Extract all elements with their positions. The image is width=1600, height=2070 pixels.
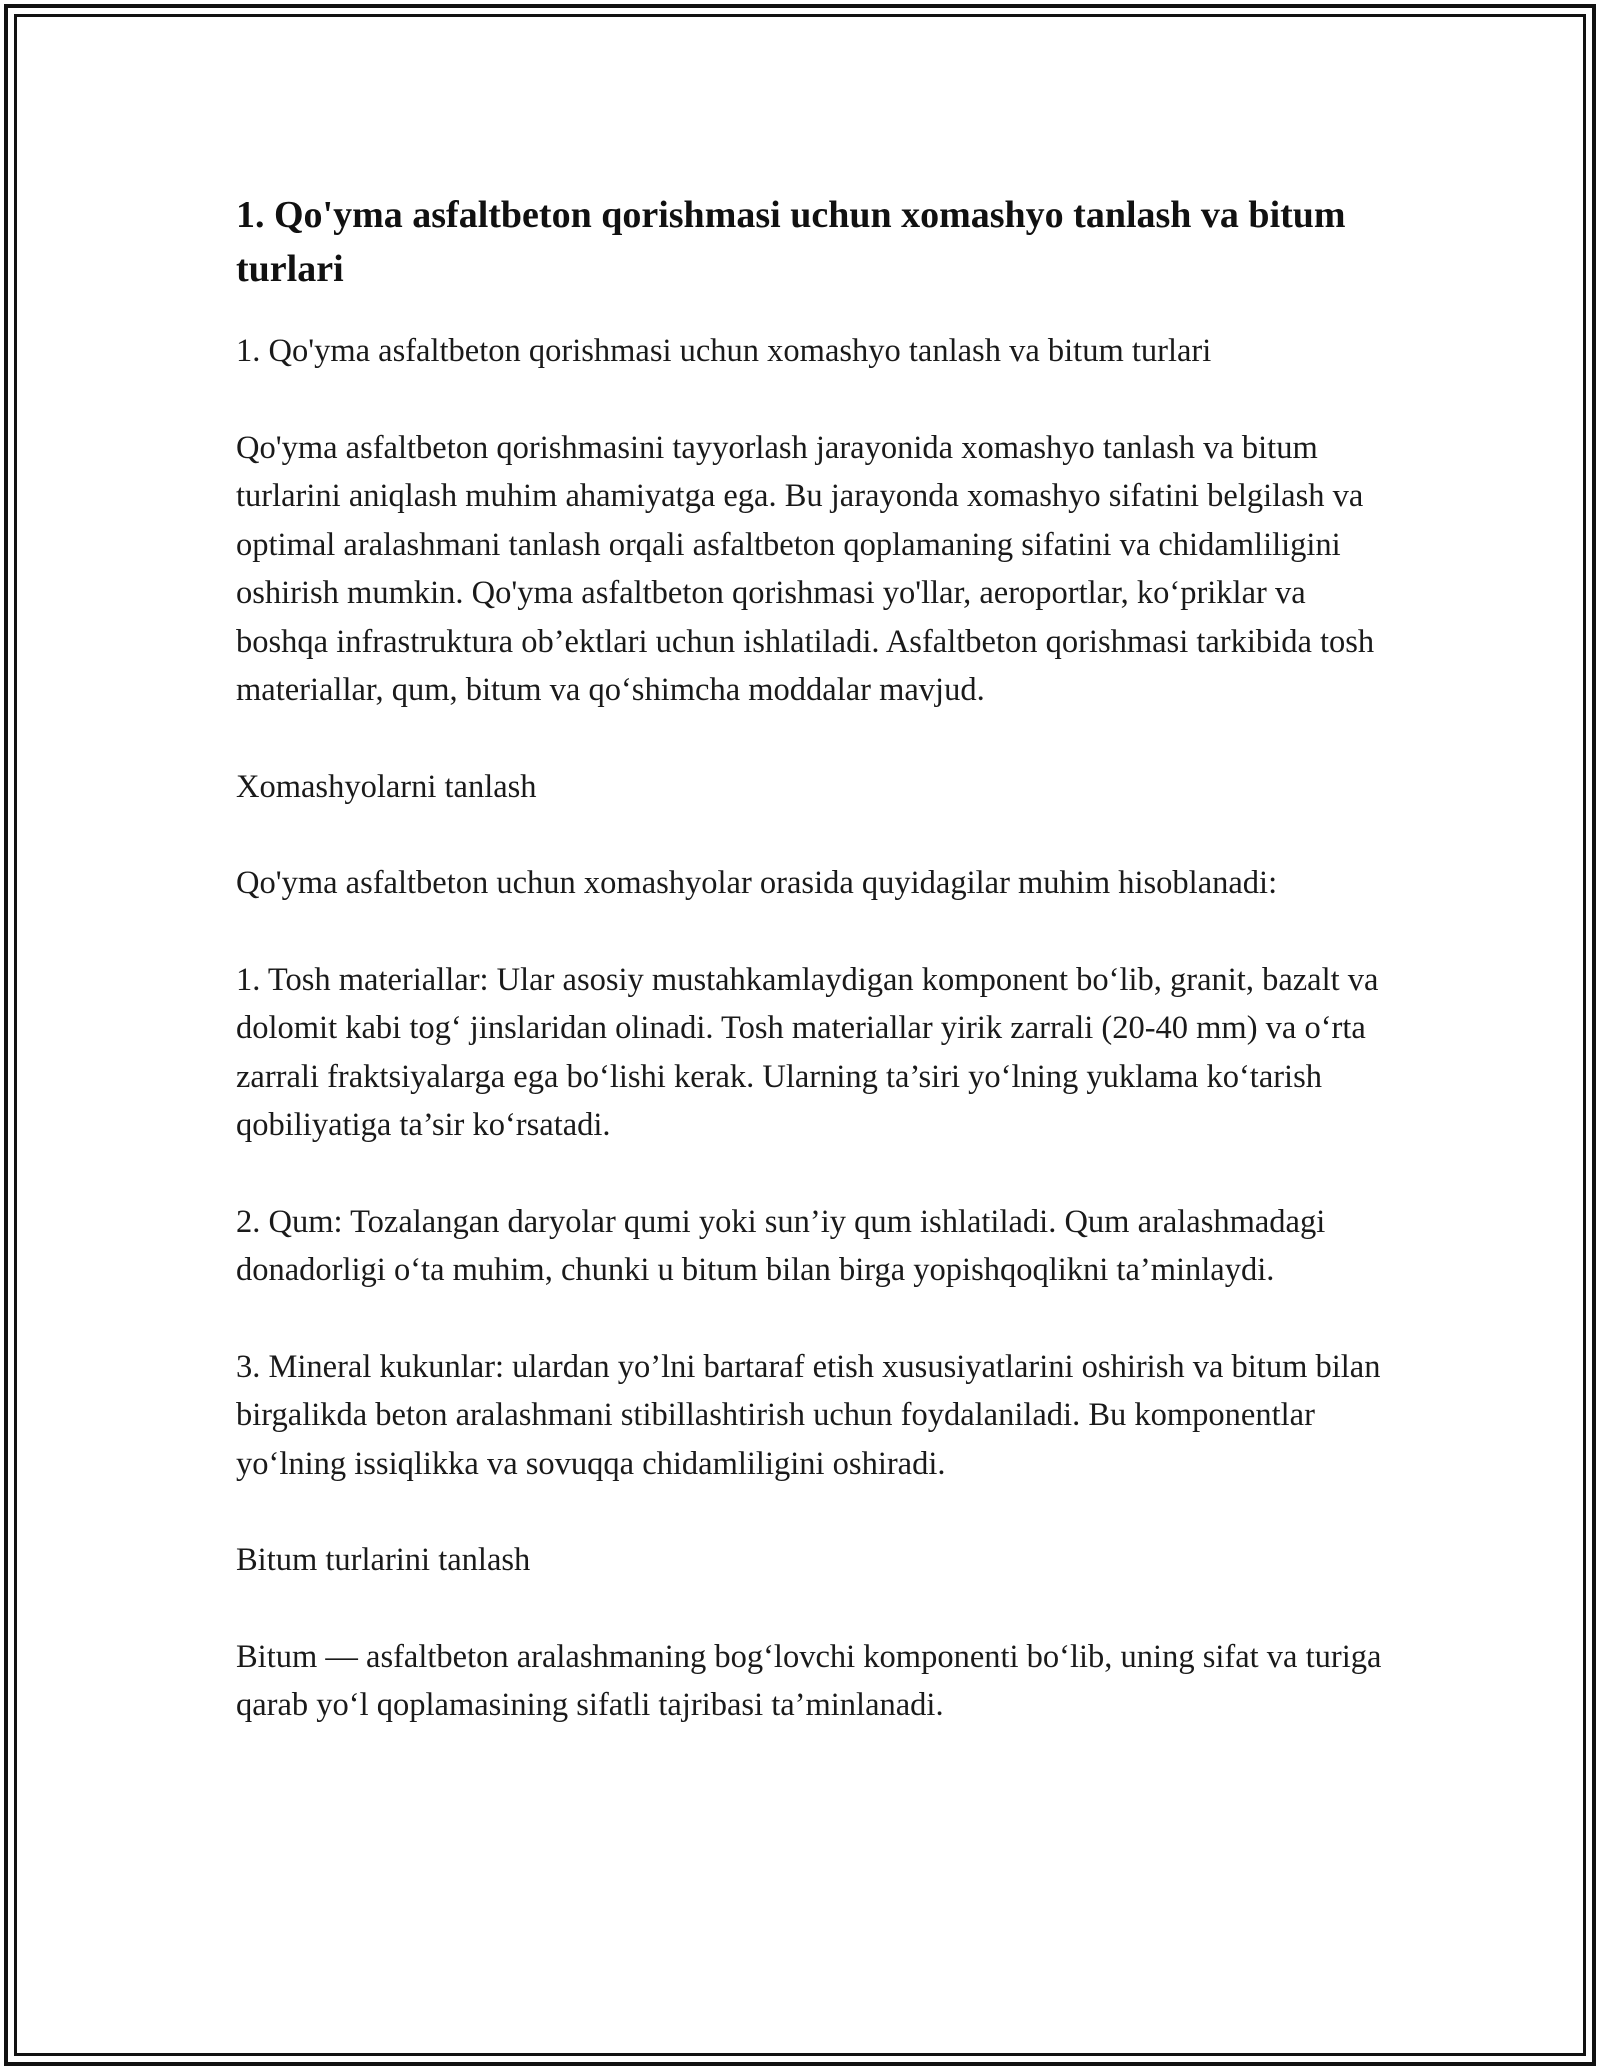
list-item-mineral-powders: 3. Mineral kukunlar: ulardan yo’lni bartaraf etish xususiyatlarini oshirish va bitum bilan birgalikda beton aralashmani stibillashtirish uchun foydalaniladi. Bu komponentlar yo‘lning issiqlikka va sovuqqa chidamliligini oshiradi. [236,1348,1381,1482]
list-item-stone-materials: 1. Tosh materiallar: Ular asosiy mustahkamlaydigan komponent bo‘lib, granit, bazalt va dolomit kabi tog‘ jinslaridan olinadi. Tosh materiallar yirik zarrali (20-40 mm) va o‘rta zarrali fraktsiyalarga ega bo‘lishi kerak. Ularning ta’siri yo‘lning yuklama ko‘tarish qobiliyatiga ta’sir ko‘rsatadi. [236,961,1379,1143]
document-body [236,188,1386,1778]
list-item-sand: 2. Qum: Tozalangan daryolar qumi yoki sun’iy qum ishlatiladi. Qum aralashmadagi donadorligi o‘ta muhim, chunki u bitum bilan birga yopishqoqlikni ta’minlaydi. [236,1203,1326,1288]
section-heading-raw-materials: Xomashyolarni tanlash [236,768,537,805]
paragraph-bitumen: Bitum — asfaltbeton aralashmaning bog‘lovchi komponenti bo‘lib, uning sifat va turiga qarab yo‘l qoplamasining sifatli tajribasi ta’minlanadi. [236,1638,1382,1723]
paragraph-heading-repeat: 1. Qo'yma asfaltbeton qorishmasi uchun xomashyo tanlash va bitum turlari [236,333,1212,369]
paragraph-intro: Qo'yma asfaltbeton qorishmasini tayyorlash jarayonida xomashyo tanlash va bitum turlarini aniqlash muhim ahamiyatga ega. Bu jarayonda xomashyo sifatini belgilash va optimal aralashmani tanlash orqali asfaltbeton qoplamaning sifatini va chidamliligini oshirish mumkin. Qo'yma asfaltbeton qorishmasi yo'llar, aeroportlar, ko‘priklar va boshqa infrastruktura ob’ektlari uchun ishlatiladi. Asfaltbeton qorishmasi tarkibida tosh materiallar, qum, bitum va qo‘shimcha moddalar mavjud. [236,429,1375,708]
document-title: 1. Qo'yma asfaltbeton qorishmasi uchun xomashyo tanlash va bitum turlari [236,194,1346,290]
paragraph-raw-materials-lead: Qo'yma asfaltbeton uchun xomashyolar orasida quyidagilar muhim hisoblanadi: [236,865,1278,901]
section-heading-bitumen-types: Bitum turlarini tanlash [236,1542,531,1578]
